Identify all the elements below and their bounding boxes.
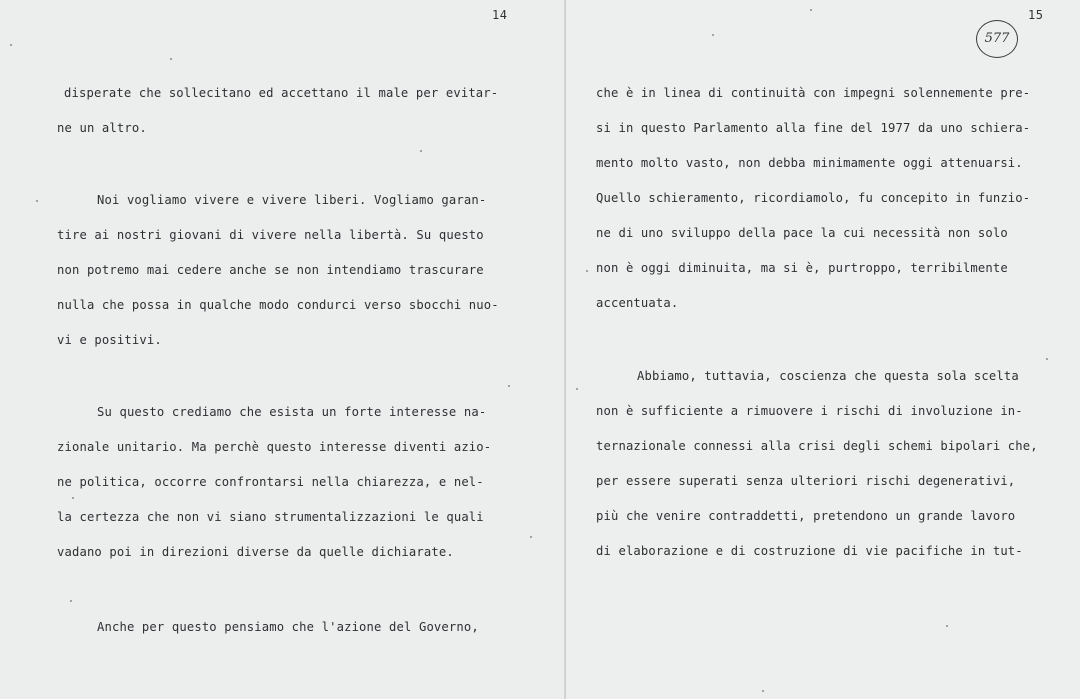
- right-line-9: non è sufficiente a rimuovere i rischi di involuzione in-: [596, 404, 1023, 418]
- left-line-4: tire ai nostri giovani di vivere nella libertà. Su questo: [57, 228, 484, 242]
- paper-speck: [576, 388, 578, 390]
- right-line-11: per essere superati senza ulteriori rischi degenerativi,: [596, 474, 1016, 488]
- left-line-5: non potremo mai cedere anche se non intendiamo trascurare: [57, 263, 484, 277]
- paper-speck: [762, 690, 764, 692]
- archive-stamp: 577: [976, 20, 1018, 58]
- left-line-8: Su questo crediamo che esista un forte interesse na-: [97, 405, 487, 419]
- right-line-4: Quello schieramento, ricordiamolo, fu concepito in funzio-: [596, 191, 1031, 205]
- paper-speck: [508, 385, 510, 387]
- paper-speck: [712, 34, 714, 36]
- right-line-8: Abbiamo, tuttavia, coscienza che questa sola scelta: [637, 369, 1019, 383]
- paper-speck: [946, 625, 948, 627]
- right-line-12: più che venire contraddetti, pretendono un grande lavoro: [596, 509, 1016, 523]
- right-line-2: si in questo Parlamento alla fine del 1977 da uno schiera-: [596, 121, 1031, 135]
- left-line-12: vadano poi in direzioni diverse da quelle dichiarate.: [57, 545, 454, 559]
- left-line-2: ne un altro.: [57, 121, 147, 135]
- paper-speck: [36, 200, 38, 202]
- right-line-7: accentuata.: [596, 296, 679, 310]
- paper-speck: [420, 150, 422, 152]
- right-line-13: di elaborazione e di costruzione di vie pacifiche in tut-: [596, 544, 1023, 558]
- right-line-3: mento molto vasto, non debba minimamente oggi attenuarsi.: [596, 156, 1023, 170]
- left-line-10: ne politica, occorre confrontarsi nella chiarezza, e nel-: [57, 475, 484, 489]
- paper-speck: [810, 9, 812, 11]
- paper-speck: [72, 497, 74, 499]
- left-line-9: zionale unitario. Ma perchè questo interesse diventi azio-: [57, 440, 492, 454]
- paper-speck: [10, 44, 12, 46]
- left-line-6: nulla che possa in qualche modo condurci verso sbocchi nuo-: [57, 298, 499, 312]
- right-line-5: ne di uno sviluppo della pace la cui necessità non solo: [596, 226, 1008, 240]
- paper-speck: [70, 600, 72, 602]
- page-number-right: 15: [1028, 8, 1044, 22]
- page-number-left: 14: [492, 8, 508, 22]
- right-line-6: non è oggi diminuita, ma si è, purtroppo, terribilmente: [596, 261, 1008, 275]
- paper-speck: [1046, 358, 1048, 360]
- left-line-7: vi e positivi.: [57, 333, 162, 347]
- left-line-11: la certezza che non vi siano strumentalizzazioni le quali: [57, 510, 484, 524]
- left-line-3: Noi vogliamo vivere e vivere liberi. Vogliamo garan-: [97, 193, 487, 207]
- paper-speck: [586, 270, 588, 272]
- right-line-10: ternazionale connessi alla crisi degli schemi bipolari che,: [596, 439, 1038, 453]
- right-line-1: che è in linea di continuità con impegni solennemente pre-: [596, 86, 1031, 100]
- right-page: [566, 0, 1080, 699]
- left-line-1: disperate che sollecitano ed accettano il male per evitar-: [64, 86, 499, 100]
- left-line-13: Anche per questo pensiamo che l'azione del Governo,: [97, 620, 479, 634]
- paper-speck: [530, 536, 532, 538]
- paper-speck: [170, 58, 172, 60]
